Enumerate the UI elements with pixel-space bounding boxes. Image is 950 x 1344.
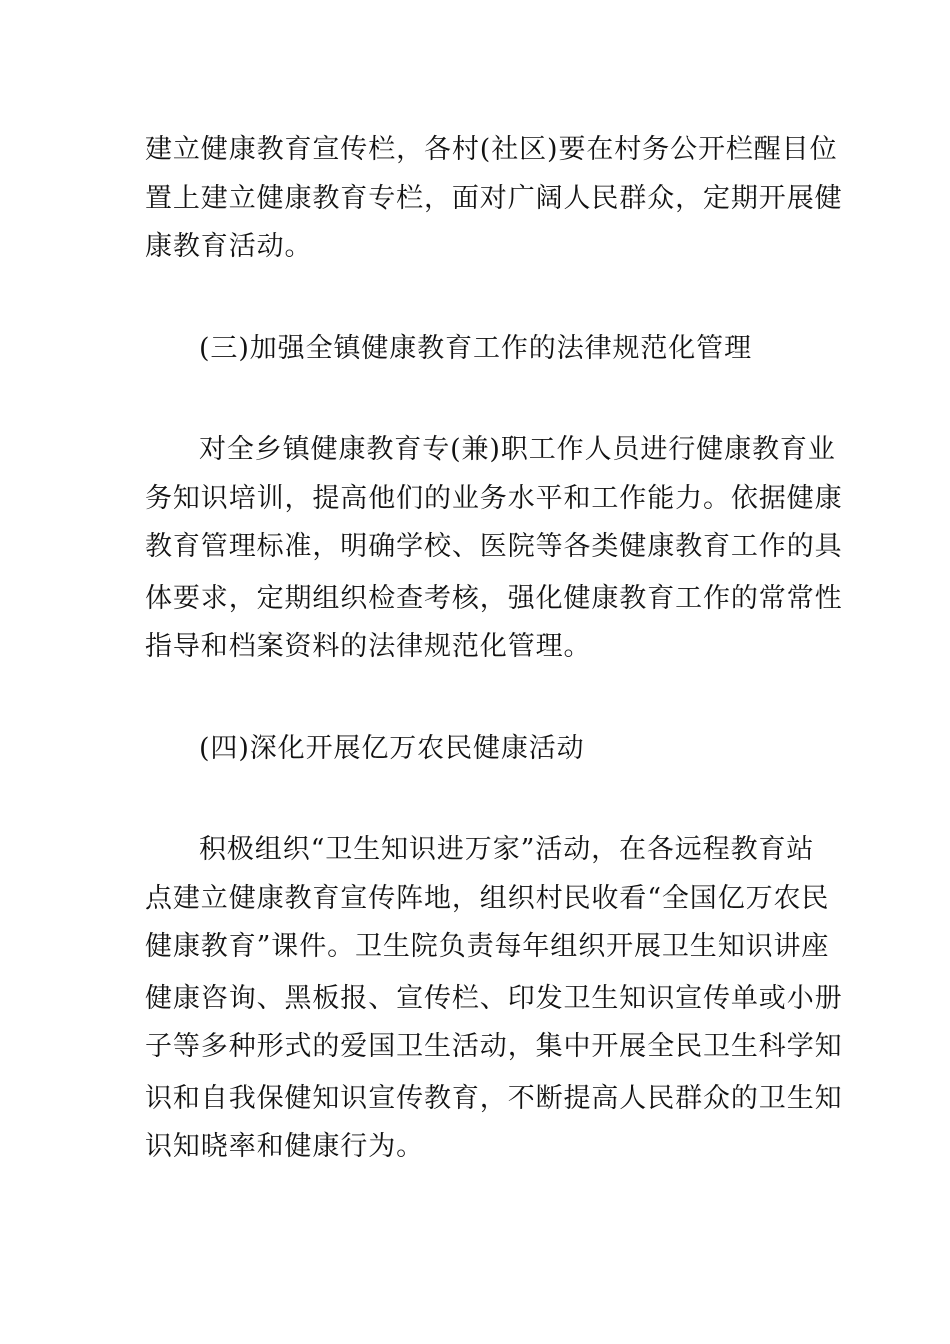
paragraph-3-line-6: 识和自我保健知识宣传教育，不断提高人民群众的卫生知 (145, 1083, 843, 1114)
paragraph-1-line-3: 康教育活动。 (145, 231, 313, 262)
paragraph-1-line-1: 建立健康教育宣传栏，各村(社区)要在村务公开栏醒目位 (145, 134, 838, 165)
paragraph-3-line-2: 点建立健康教育宣传阵地，组织村民收看“全国亿万农民 (145, 883, 830, 914)
paragraph-3-line-1: 积极组织“卫生知识进万家”活动，在各远程教育站 (199, 834, 815, 865)
section-heading-4: (四)深化开展亿万农民健康活动 (199, 733, 585, 764)
paragraph-3-line-5: 子等多种形式的爱国卫生活动，集中开展全民卫生科学知 (145, 1031, 843, 1062)
paragraph-1-line-2: 置上建立健康教育专栏，面对广阔人民群众，定期开展健 (145, 183, 843, 214)
paragraph-2-line-4: 体要求，定期组织检查考核，强化健康教育工作的常常性 (145, 583, 843, 614)
paragraph-2-line-2: 务知识培训，提高他们的业务水平和工作能力。依据健康 (145, 483, 843, 514)
paragraph-2-line-1: 对全乡镇健康教育专(兼)职工作人员进行健康教育业 (199, 434, 836, 465)
paragraph-3-line-4: 健康咨询、黑板报、宣传栏、印发卫生知识宣传单或小册 (145, 983, 843, 1014)
section-heading-3: (三)加强全镇健康教育工作的法律规范化管理 (199, 333, 752, 364)
paragraph-3-line-7: 识知晓率和健康行为。 (145, 1131, 424, 1162)
paragraph-3-line-3: 健康教育”课件。卫生院负责每年组织开展卫生知识讲座 (145, 931, 830, 962)
paragraph-2-line-3: 教育管理标准，明确学校、医院等各类健康教育工作的具 (145, 531, 843, 562)
paragraph-2-line-5: 指导和档案资料的法律规范化管理。 (145, 631, 592, 662)
